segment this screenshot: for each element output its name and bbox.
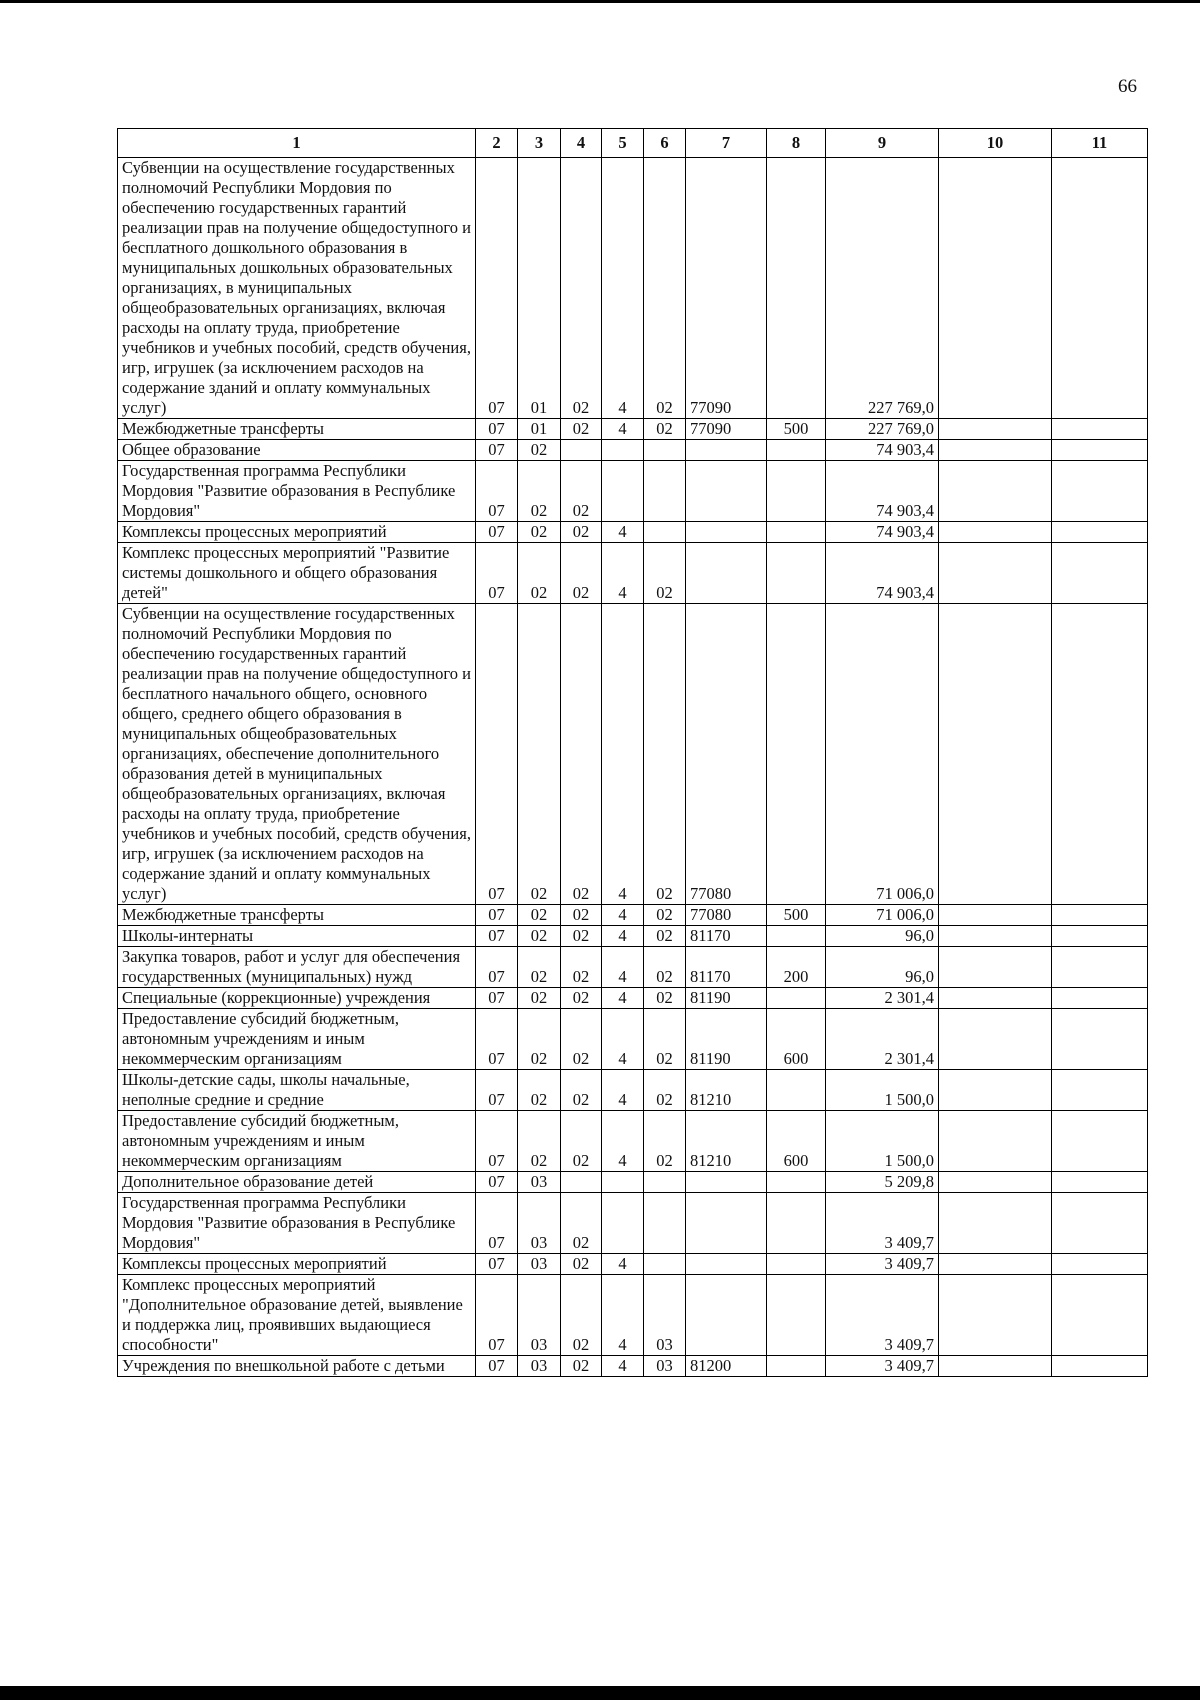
cell-item-name: Комплекс процессных мероприятий "Развитие системы дошкольного и общего образования детей" xyxy=(118,543,476,604)
cell-amount: 1 500,0 xyxy=(826,1070,939,1111)
cell-col-10 xyxy=(939,1070,1052,1111)
cell-event-code xyxy=(644,522,686,543)
cell-col-10 xyxy=(939,1193,1052,1254)
cell-program-code: 02 xyxy=(561,1111,602,1172)
cell-direction-code xyxy=(686,1275,767,1356)
cell-col-11 xyxy=(1052,1193,1148,1254)
cell-expense-type-code xyxy=(767,440,826,461)
cell-expense-type-code: 500 xyxy=(767,905,826,926)
cell-section-code: 07 xyxy=(476,440,518,461)
cell-item-name: Межбюджетные трансферты xyxy=(118,905,476,926)
cell-subprogram-code: 4 xyxy=(602,947,644,988)
cell-subsection-code: 02 xyxy=(518,440,561,461)
cell-col-10 xyxy=(939,926,1052,947)
cell-subsection-code: 02 xyxy=(518,543,561,604)
cell-col-11 xyxy=(1052,419,1148,440)
cell-item-name: Государственная программа Республики Мордовия "Развитие образования в Республике Мордовия" xyxy=(118,1193,476,1254)
cell-event-code: 02 xyxy=(644,1070,686,1111)
cell-section-code: 07 xyxy=(476,1356,518,1377)
cell-amount: 71 006,0 xyxy=(826,604,939,905)
header-col-3: 3 xyxy=(518,129,561,158)
cell-program-code: 02 xyxy=(561,1009,602,1070)
cell-subsection-code: 02 xyxy=(518,905,561,926)
cell-subprogram-code: 4 xyxy=(602,604,644,905)
cell-event-code: 02 xyxy=(644,926,686,947)
cell-expense-type-code: 200 xyxy=(767,947,826,988)
cell-direction-code: 77080 xyxy=(686,604,767,905)
cell-amount: 2 301,4 xyxy=(826,988,939,1009)
cell-col-10 xyxy=(939,905,1052,926)
cell-program-code: 02 xyxy=(561,1193,602,1254)
table-row xyxy=(118,419,1148,440)
cell-direction-code: 81190 xyxy=(686,988,767,1009)
cell-expense-type-code xyxy=(767,1356,826,1377)
cell-amount: 74 903,4 xyxy=(826,461,939,522)
cell-col-10 xyxy=(939,158,1052,419)
cell-subprogram-code: 4 xyxy=(602,1254,644,1275)
cell-expense-type-code: 600 xyxy=(767,1009,826,1070)
cell-col-11 xyxy=(1052,543,1148,604)
cell-amount: 74 903,4 xyxy=(826,522,939,543)
cell-col-11 xyxy=(1052,1111,1148,1172)
cell-event-code: 02 xyxy=(644,604,686,905)
cell-section-code: 07 xyxy=(476,419,518,440)
cell-section-code: 07 xyxy=(476,1009,518,1070)
cell-subsection-code: 03 xyxy=(518,1193,561,1254)
cell-col-11 xyxy=(1052,522,1148,543)
cell-item-name: Специальные (коррекционные) учреждения xyxy=(118,988,476,1009)
cell-subsection-code: 02 xyxy=(518,947,561,988)
cell-col-11 xyxy=(1052,1275,1148,1356)
cell-col-11 xyxy=(1052,947,1148,988)
cell-program-code: 02 xyxy=(561,158,602,419)
table-row xyxy=(118,988,1148,1009)
table-row xyxy=(118,440,1148,461)
header-col-5: 5 xyxy=(602,129,644,158)
cell-subsection-code: 02 xyxy=(518,1009,561,1070)
cell-item-name: Дополнительное образование детей xyxy=(118,1172,476,1193)
cell-amount: 96,0 xyxy=(826,926,939,947)
cell-subsection-code: 01 xyxy=(518,419,561,440)
table-row xyxy=(118,1193,1148,1254)
cell-subprogram-code: 4 xyxy=(602,419,644,440)
cell-col-10 xyxy=(939,1356,1052,1377)
cell-item-name: Предоставление субсидий бюджетным, автономным учреждениям и иным некоммерческим организациям xyxy=(118,1009,476,1070)
cell-col-10 xyxy=(939,947,1052,988)
cell-col-10 xyxy=(939,419,1052,440)
cell-event-code: 02 xyxy=(644,419,686,440)
cell-subsection-code: 02 xyxy=(518,988,561,1009)
cell-direction-code: 81200 xyxy=(686,1356,767,1377)
cell-direction-code xyxy=(686,440,767,461)
cell-event-code: 02 xyxy=(644,158,686,419)
cell-col-10 xyxy=(939,604,1052,905)
cell-expense-type-code xyxy=(767,604,826,905)
cell-subprogram-code: 4 xyxy=(602,1356,644,1377)
cell-program-code: 02 xyxy=(561,988,602,1009)
cell-direction-code: 77090 xyxy=(686,419,767,440)
cell-subsection-code: 03 xyxy=(518,1172,561,1193)
cell-program-code: 02 xyxy=(561,461,602,522)
cell-section-code: 07 xyxy=(476,905,518,926)
cell-event-code: 02 xyxy=(644,988,686,1009)
cell-direction-code: 81210 xyxy=(686,1070,767,1111)
header-col-9: 9 xyxy=(826,129,939,158)
cell-section-code: 07 xyxy=(476,461,518,522)
cell-direction-code: 77080 xyxy=(686,905,767,926)
cell-amount: 2 301,4 xyxy=(826,1009,939,1070)
cell-direction-code: 81210 xyxy=(686,1111,767,1172)
cell-item-name: Школы-интернаты xyxy=(118,926,476,947)
cell-event-code: 02 xyxy=(644,947,686,988)
cell-amount: 3 409,7 xyxy=(826,1356,939,1377)
cell-item-name: Школы-детские сады, школы начальные, неполные средние и средние xyxy=(118,1070,476,1111)
cell-col-11 xyxy=(1052,461,1148,522)
cell-subprogram-code: 4 xyxy=(602,1275,644,1356)
cell-subprogram-code xyxy=(602,440,644,461)
header-col-11: 11 xyxy=(1052,129,1148,158)
cell-col-11 xyxy=(1052,440,1148,461)
header-col-8: 8 xyxy=(767,129,826,158)
cell-col-11 xyxy=(1052,905,1148,926)
cell-subprogram-code: 4 xyxy=(602,522,644,543)
cell-section-code: 07 xyxy=(476,604,518,905)
cell-section-code: 07 xyxy=(476,1070,518,1111)
cell-col-11 xyxy=(1052,1070,1148,1111)
cell-col-10 xyxy=(939,1275,1052,1356)
cell-expense-type-code xyxy=(767,461,826,522)
header-col-1: 1 xyxy=(118,129,476,158)
cell-section-code: 07 xyxy=(476,1172,518,1193)
table-row xyxy=(118,604,1148,905)
cell-event-code: 02 xyxy=(644,543,686,604)
cell-subsection-code: 03 xyxy=(518,1254,561,1275)
cell-subprogram-code: 4 xyxy=(602,1009,644,1070)
cell-program-code: 02 xyxy=(561,947,602,988)
cell-section-code: 07 xyxy=(476,926,518,947)
cell-program-code: 02 xyxy=(561,419,602,440)
cell-direction-code xyxy=(686,543,767,604)
cell-program-code: 02 xyxy=(561,1275,602,1356)
cell-expense-type-code xyxy=(767,543,826,604)
cell-subprogram-code: 4 xyxy=(602,543,644,604)
cell-section-code: 07 xyxy=(476,1275,518,1356)
cell-event-code xyxy=(644,1193,686,1254)
cell-subsection-code: 03 xyxy=(518,1356,561,1377)
table-row xyxy=(118,947,1148,988)
cell-col-10 xyxy=(939,522,1052,543)
cell-subsection-code: 03 xyxy=(518,1275,561,1356)
header-col-10: 10 xyxy=(939,129,1052,158)
cell-section-code: 07 xyxy=(476,522,518,543)
cell-item-name: Комплексы процессных мероприятий xyxy=(118,1254,476,1275)
cell-direction-code: 81170 xyxy=(686,926,767,947)
table-row xyxy=(118,158,1148,419)
cell-col-11 xyxy=(1052,1172,1148,1193)
cell-item-name: Комплексы процессных мероприятий xyxy=(118,522,476,543)
cell-expense-type-code xyxy=(767,158,826,419)
cell-program-code xyxy=(561,1172,602,1193)
cell-section-code: 07 xyxy=(476,158,518,419)
cell-section-code: 07 xyxy=(476,543,518,604)
table-row xyxy=(118,1254,1148,1275)
cell-expense-type-code: 500 xyxy=(767,419,826,440)
cell-item-name: Субвенции на осуществление государственных полномочий Республики Мордовия по обеспечению государственных гарантий реализации прав на получение общедоступного и бесплатного начального общего, основного общего, среднего общего образования в муниципальных общеобразовательных организациях, обеспечение дополнительного образования детей в муниципальных общеобразовательных организациях, включая расходы на оплату труда, приобретение учебников и учебных пособий, средств обучения, игр, игрушек (за исключением расходов на содержание зданий и оплату коммунальных услуг) xyxy=(118,604,476,905)
cell-subsection-code: 02 xyxy=(518,926,561,947)
table-row xyxy=(118,1356,1148,1377)
cell-expense-type-code: 600 xyxy=(767,1111,826,1172)
cell-amount: 5 209,8 xyxy=(826,1172,939,1193)
table-row xyxy=(118,1172,1148,1193)
cell-item-name: Закупка товаров, работ и услуг для обеспечения государственных (муниципальных) нужд xyxy=(118,947,476,988)
cell-direction-code: 81170 xyxy=(686,947,767,988)
header-col-4: 4 xyxy=(561,129,602,158)
cell-amount: 3 409,7 xyxy=(826,1193,939,1254)
cell-subsection-code: 01 xyxy=(518,158,561,419)
cell-col-10 xyxy=(939,1254,1052,1275)
cell-col-10 xyxy=(939,543,1052,604)
cell-col-10 xyxy=(939,988,1052,1009)
cell-amount: 74 903,4 xyxy=(826,440,939,461)
cell-event-code: 02 xyxy=(644,1009,686,1070)
cell-subsection-code: 02 xyxy=(518,604,561,905)
cell-col-11 xyxy=(1052,988,1148,1009)
table-body xyxy=(118,158,1148,1377)
cell-subsection-code: 02 xyxy=(518,461,561,522)
cell-amount: 3 409,7 xyxy=(826,1254,939,1275)
cell-subsection-code: 02 xyxy=(518,522,561,543)
table-row xyxy=(118,1070,1148,1111)
cell-expense-type-code xyxy=(767,1172,826,1193)
cell-section-code: 07 xyxy=(476,988,518,1009)
cell-col-11 xyxy=(1052,926,1148,947)
cell-item-name: Государственная программа Республики Мордовия "Развитие образования в Республике Мордовия" xyxy=(118,461,476,522)
cell-subprogram-code xyxy=(602,1172,644,1193)
cell-subprogram-code: 4 xyxy=(602,988,644,1009)
header-col-6: 6 xyxy=(644,129,686,158)
page-number: 66 xyxy=(1118,76,1137,97)
cell-item-name: Межбюджетные трансферты xyxy=(118,419,476,440)
scan-border-top xyxy=(0,0,1200,3)
cell-amount: 96,0 xyxy=(826,947,939,988)
table-row xyxy=(118,1275,1148,1356)
cell-subprogram-code: 4 xyxy=(602,1070,644,1111)
cell-subprogram-code: 4 xyxy=(602,158,644,419)
cell-amount: 227 769,0 xyxy=(826,419,939,440)
cell-program-code xyxy=(561,440,602,461)
cell-amount: 1 500,0 xyxy=(826,1111,939,1172)
cell-col-10 xyxy=(939,461,1052,522)
cell-subprogram-code xyxy=(602,1193,644,1254)
cell-direction-code xyxy=(686,1254,767,1275)
cell-expense-type-code xyxy=(767,1070,826,1111)
cell-section-code: 07 xyxy=(476,947,518,988)
cell-program-code: 02 xyxy=(561,604,602,905)
table-row xyxy=(118,522,1148,543)
cell-amount: 3 409,7 xyxy=(826,1275,939,1356)
cell-event-code: 02 xyxy=(644,905,686,926)
cell-expense-type-code xyxy=(767,988,826,1009)
cell-col-11 xyxy=(1052,1254,1148,1275)
cell-expense-type-code xyxy=(767,1193,826,1254)
header-col-7: 7 xyxy=(686,129,767,158)
cell-expense-type-code xyxy=(767,522,826,543)
cell-subprogram-code: 4 xyxy=(602,905,644,926)
cell-direction-code: 77090 xyxy=(686,158,767,419)
cell-subprogram-code xyxy=(602,461,644,522)
cell-subprogram-code: 4 xyxy=(602,926,644,947)
cell-amount: 227 769,0 xyxy=(826,158,939,419)
cell-event-code: 03 xyxy=(644,1356,686,1377)
cell-section-code: 07 xyxy=(476,1193,518,1254)
cell-program-code: 02 xyxy=(561,522,602,543)
scan-border-bottom xyxy=(0,1686,1200,1700)
cell-item-name: Учреждения по внешкольной работе с детьми xyxy=(118,1356,476,1377)
cell-program-code: 02 xyxy=(561,1070,602,1111)
cell-program-code: 02 xyxy=(561,926,602,947)
cell-item-name: Комплекс процессных мероприятий "Дополнительное образование детей, выявление и поддержка лиц, проявивших выдающиеся способности" xyxy=(118,1275,476,1356)
cell-amount: 71 006,0 xyxy=(826,905,939,926)
header-row xyxy=(118,129,1148,158)
table-row xyxy=(118,926,1148,947)
table-row xyxy=(118,461,1148,522)
cell-subprogram-code: 4 xyxy=(602,1111,644,1172)
cell-section-code: 07 xyxy=(476,1254,518,1275)
cell-col-11 xyxy=(1052,1009,1148,1070)
table-row xyxy=(118,543,1148,604)
cell-item-name: Субвенции на осуществление государственных полномочий Республики Мордовия по обеспечению государственных гарантий реализации прав на получение общедоступного и бесплатного дошкольного образования в муниципальных дошкольных образовательных организациях, в муниципальных общеобразовательных организациях, включая расходы на оплату труда, приобретение учебников и учебных пособий, средств обучения, игр, игрушек (за исключением расходов на содержание зданий и оплату коммунальных услуг) xyxy=(118,158,476,419)
cell-direction-code xyxy=(686,1172,767,1193)
cell-col-10 xyxy=(939,440,1052,461)
cell-item-name: Предоставление субсидий бюджетным, автономным учреждениям и иным некоммерческим организациям xyxy=(118,1111,476,1172)
cell-program-code: 02 xyxy=(561,1356,602,1377)
table-row xyxy=(118,905,1148,926)
cell-section-code: 07 xyxy=(476,1111,518,1172)
cell-program-code: 02 xyxy=(561,905,602,926)
cell-col-11 xyxy=(1052,604,1148,905)
cell-event-code: 03 xyxy=(644,1275,686,1356)
budget-table xyxy=(117,128,1148,1377)
cell-event-code: 02 xyxy=(644,1111,686,1172)
table-row xyxy=(118,1009,1148,1070)
cell-subsection-code: 02 xyxy=(518,1111,561,1172)
header-col-2: 2 xyxy=(476,129,518,158)
cell-event-code xyxy=(644,461,686,522)
cell-col-11 xyxy=(1052,1356,1148,1377)
table-row xyxy=(118,1111,1148,1172)
cell-program-code: 02 xyxy=(561,543,602,604)
cell-col-11 xyxy=(1052,158,1148,419)
cell-col-10 xyxy=(939,1009,1052,1070)
cell-direction-code xyxy=(686,1193,767,1254)
cell-program-code: 02 xyxy=(561,1254,602,1275)
cell-expense-type-code xyxy=(767,926,826,947)
cell-expense-type-code xyxy=(767,1254,826,1275)
cell-event-code xyxy=(644,1254,686,1275)
cell-direction-code xyxy=(686,461,767,522)
cell-col-10 xyxy=(939,1111,1052,1172)
cell-subsection-code: 02 xyxy=(518,1070,561,1111)
cell-direction-code xyxy=(686,522,767,543)
cell-expense-type-code xyxy=(767,1275,826,1356)
cell-event-code xyxy=(644,1172,686,1193)
cell-event-code xyxy=(644,440,686,461)
cell-col-10 xyxy=(939,1172,1052,1193)
cell-direction-code: 81190 xyxy=(686,1009,767,1070)
cell-item-name: Общее образование xyxy=(118,440,476,461)
cell-amount: 74 903,4 xyxy=(826,543,939,604)
